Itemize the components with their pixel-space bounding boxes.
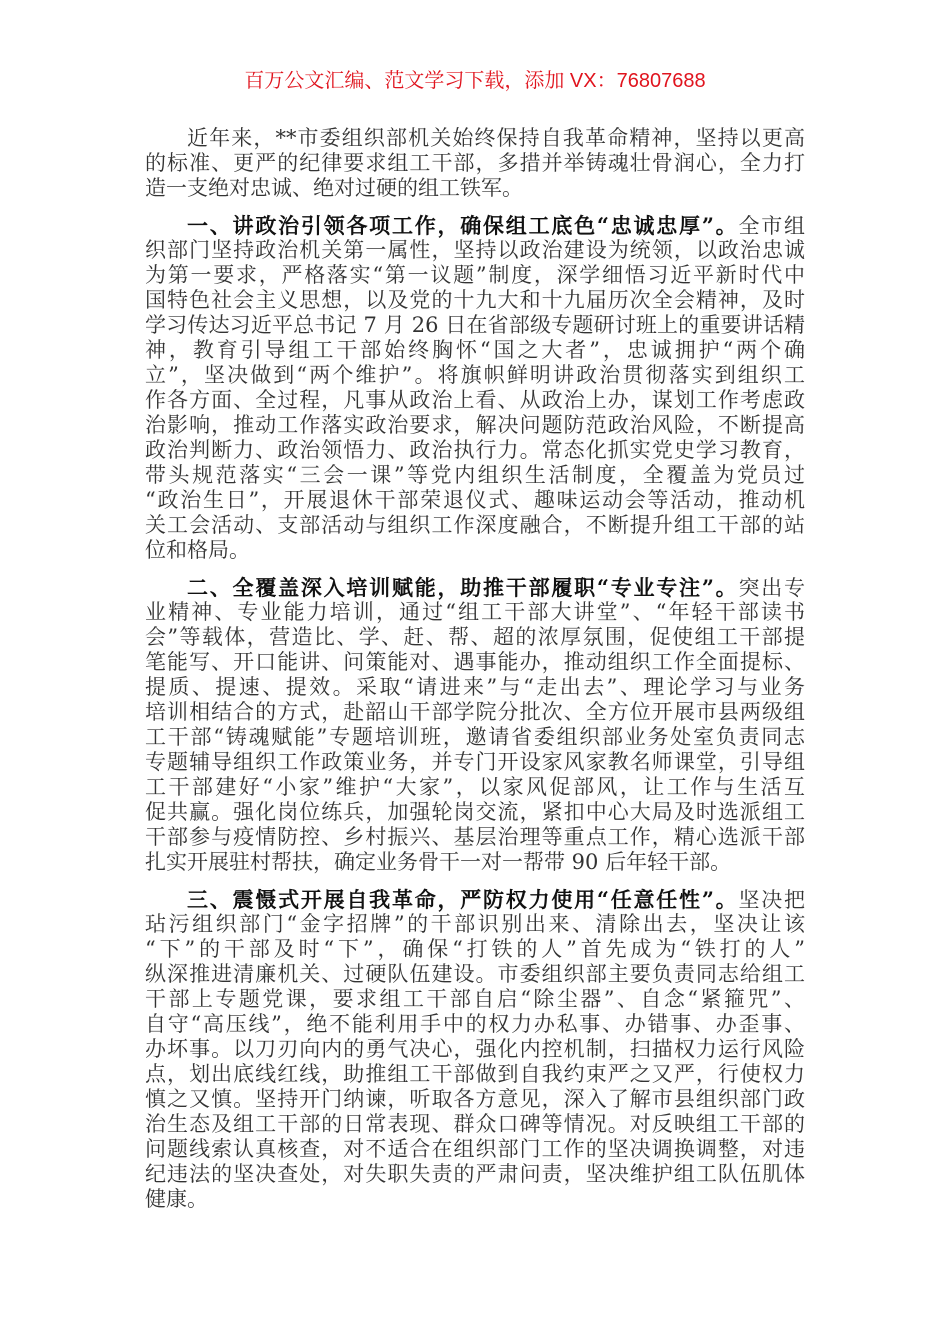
line-text: 慎之又慎。坚持开门纳谏，听取各方意见，深入了解市县组织部门政 <box>145 1087 805 1111</box>
text-line <box>145 650 805 675</box>
line-text: 问题线索认真核查，对不适合在组织部门工作的坚决调换调整，对违 <box>145 1137 805 1161</box>
text-line <box>145 463 805 488</box>
text-line <box>145 176 805 201</box>
text-line <box>145 263 805 288</box>
text-line <box>145 513 805 538</box>
watermark-banner: 百万公文汇编、范文学习下载，添加 VX：76807688 <box>244 70 706 92</box>
line-text: 干部上专题党课，要求组工干部自启“除尘器”、自念“紧箍咒”、 <box>145 987 805 1011</box>
line-text: “下”的干部及时“下”，确保“打铁的人”首先成为“铁打的人” <box>145 937 805 961</box>
text-line <box>145 575 805 600</box>
line-text: 国特色社会主义思想，以及党的十九大和十九届历次全会精神，及时 <box>145 288 805 312</box>
line-text: 工干部“铸魂赋能”专题培训班，邀请省委组织部业务处室负责同志 <box>145 725 805 749</box>
line-text: 造一支绝对忠诚、绝对过硬的组工铁军。 <box>145 176 523 200</box>
line-text: 坚决把 <box>738 888 806 912</box>
paragraph <box>145 213 805 563</box>
text-line <box>145 1012 805 1037</box>
line-text: 作各方面、全过程，凡事从政治上看、从政治上办，谋划工作考虑政 <box>145 388 805 412</box>
line-text: 治生态及组工干部的日常表现、群众口碑等情况。对反映组工干部的 <box>145 1112 805 1136</box>
text-line <box>145 1037 805 1062</box>
line-text: 业精神、专业能力培训，通过“组工干部大讲堂”、“年轻干部读书 <box>145 600 805 624</box>
line-text: “政治生日”，开展退休干部荣退仪式、趣味运动会等活动，推动机 <box>145 488 805 512</box>
text-line <box>145 238 805 263</box>
line-text: 织部门坚持政治机关第一属性，坚持以政治建设为统领，以政治忠诚 <box>145 238 805 262</box>
text-line <box>145 750 805 775</box>
line-text: 专题辅导组织工作政策业务，并专门开设家风家教名师课堂，引导组 <box>145 750 805 774</box>
text-line <box>145 887 805 912</box>
text-line <box>145 725 805 750</box>
text-line <box>145 1112 805 1137</box>
text-line <box>145 800 805 825</box>
text-line <box>145 700 805 725</box>
paragraph <box>145 887 805 1212</box>
line-text: 为第一要求，严格落实“第一议题”制度，深学细悟习近平新时代中 <box>145 263 805 287</box>
line-text: 政治判断力、政治领悟力、政治执行力。常态化抓实党史学习教育， <box>145 438 805 462</box>
line-text: 点，划出底线红线，助推组工干部做到自我约束严之又严，行使权力 <box>145 1062 805 1086</box>
section-heading: 三、震慑式开展自我革命，严防权力使用“任意任性”。 <box>187 887 739 912</box>
line-text: 近年来，**市委组织部机关始终保持自我革命精神，坚持以更高 <box>187 126 805 150</box>
line-text: 带头规范落实“三会一课”等党内组织生活制度，全覆盖为党员过 <box>145 463 805 487</box>
text-line <box>145 338 805 363</box>
text-line <box>145 213 805 238</box>
line-text: 学习传达习近平总书记 7 月 26 日在省部级专题研讨班上的重要讲话精 <box>145 313 805 337</box>
text-line <box>145 937 805 962</box>
line-text: 的标准、更严的纪律要求组工干部，多措并举铸魂壮骨润心，全力打 <box>145 151 805 175</box>
line-text: 位和格局。 <box>145 538 250 562</box>
text-line <box>145 388 805 413</box>
line-text: 全市组 <box>738 214 806 238</box>
text-line <box>145 775 805 800</box>
line-text: 神，教育引导组工干部始终胸怀“国之大者”，忠诚拥护“两个确 <box>145 338 805 362</box>
line-text: 干部参与疫情防控、乡村振兴、基层治理等重点工作，精心选派干部 <box>145 825 805 849</box>
text-line <box>145 151 805 176</box>
text-line <box>145 825 805 850</box>
text-line <box>145 625 805 650</box>
line-text: 纵深推进清廉机关、过硬队伍建设。市委组织部主要负责同志给组工 <box>145 962 805 986</box>
section-heading: 二、全覆盖深入培训赋能，助推干部履职“专业专注”。 <box>187 575 739 600</box>
line-text: 扎实开展驻村帮扶，确定业务骨干一对一帮带 90 后年轻干部。 <box>145 850 732 874</box>
text-line <box>145 438 805 463</box>
text-line <box>145 288 805 313</box>
text-line <box>145 413 805 438</box>
line-text: 工干部建好“小家”维护“大家”，以家风促部风，让工作与生活互 <box>145 775 805 799</box>
text-line <box>145 126 805 151</box>
text-line <box>145 850 805 875</box>
text-line <box>145 962 805 987</box>
text-line <box>145 675 805 700</box>
paragraph <box>145 575 805 875</box>
section-heading: 一、讲政治引领各项工作，确保组工底色“忠诚忠厚”。 <box>187 213 739 238</box>
line-text: 办坏事。以刀刃向内的勇气决心，强化内控机制，扫描权力运行风险 <box>145 1037 805 1061</box>
text-line <box>145 1137 805 1162</box>
line-text: 健康。 <box>145 1187 208 1211</box>
line-text: 纪违法的坚决查处，对失职失责的严肃问责，坚决维护组工队伍肌体 <box>145 1162 805 1186</box>
text-line <box>145 1187 805 1212</box>
text-line <box>145 488 805 513</box>
document-body <box>145 126 805 1224</box>
line-text: 笔能写、开口能讲、问策能对、遇事能办，推动组织工作全面提标、 <box>145 650 805 674</box>
line-text: 突出专 <box>738 576 806 600</box>
line-text: 培训相结合的方式，赴韶山干部学院分批次、全方位开展市县两级组 <box>145 700 805 724</box>
line-text: 促共赢。强化岗位练兵，加强轮岗交流，紧扣中心大局及时选派组工 <box>145 800 805 824</box>
text-line <box>145 363 805 388</box>
line-text: 玷污组织部门“金字招牌”的干部识别出来、清除出去，坚决让该 <box>145 912 805 936</box>
text-line <box>145 600 805 625</box>
text-line <box>145 1062 805 1087</box>
line-text: 提质、提速、提效。采取“请进来”与“走出去”、理论学习与业务 <box>145 675 805 699</box>
line-text: 治影响，推动工作落实政治要求，解决问题防范政治风险，不断提高 <box>145 413 805 437</box>
text-line <box>145 313 805 338</box>
text-line <box>145 912 805 937</box>
paragraph <box>145 126 805 201</box>
text-line <box>145 987 805 1012</box>
line-text: 关工会活动、支部活动与组织工作深度融合，不断提升组工干部的站 <box>145 513 805 537</box>
line-text: 自守“高压线”，绝不能利用手中的权力办私事、办错事、办歪事、 <box>145 1012 805 1036</box>
line-text: 立”，坚决做到“两个维护”。将旗帜鲜明讲政治贯彻落实到组织工 <box>145 363 805 387</box>
text-line <box>145 538 805 563</box>
line-text: 会”等载体，营造比、学、赶、帮、超的浓厚氛围，促使组工干部提 <box>145 625 805 649</box>
text-line <box>145 1087 805 1112</box>
text-line <box>145 1162 805 1187</box>
